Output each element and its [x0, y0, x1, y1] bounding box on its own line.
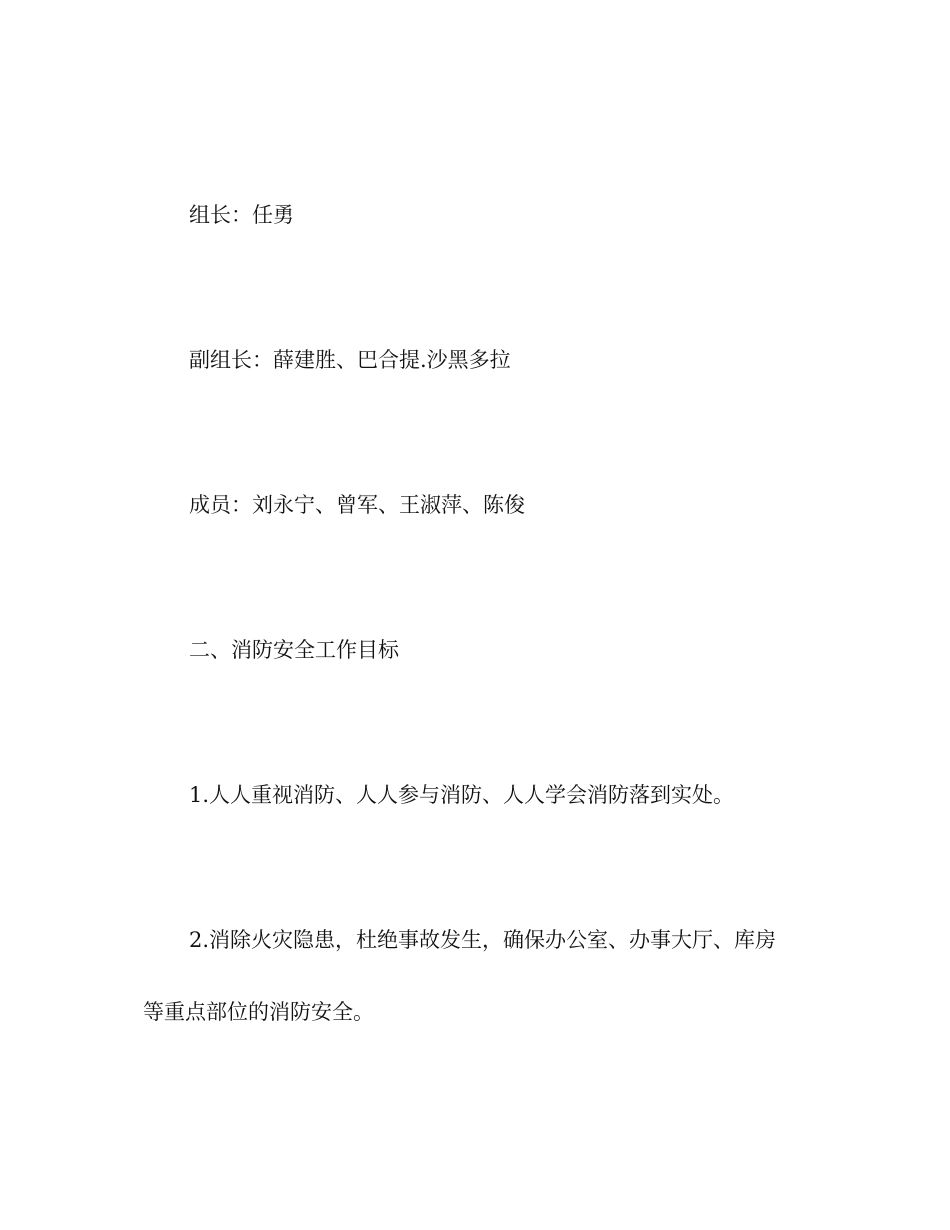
section-heading-fire-safety-goals: [143, 638, 869, 662]
goal-item-1: [143, 783, 869, 807]
paragraph-text: 2.消除火灾隐患，杜绝事故发生，确保办公室、办事大厅、库房: [189, 928, 777, 952]
paragraph-deputy-leaders: [143, 348, 869, 372]
heading-text: 二、消防安全工作目标: [189, 638, 399, 662]
goal-item-2-line-1: [143, 928, 869, 952]
paragraph-team-leader: [143, 203, 869, 227]
paragraph-text: 成员：刘永宁、曾军、王淑萍、陈俊: [189, 493, 525, 517]
paragraph-text: 组长：任勇: [189, 203, 294, 227]
paragraph-text: 副组长：薛建胜、巴合提.沙黑多拉: [189, 348, 511, 372]
goal-item-2-line-2: [143, 1000, 823, 1024]
paragraph-members: [143, 493, 869, 517]
paragraph-text: 等重点部位的消防安全。: [143, 1000, 374, 1024]
paragraph-text: 1.人人重视消防、人人参与消防、人人学会消防落到实处。: [189, 783, 735, 807]
